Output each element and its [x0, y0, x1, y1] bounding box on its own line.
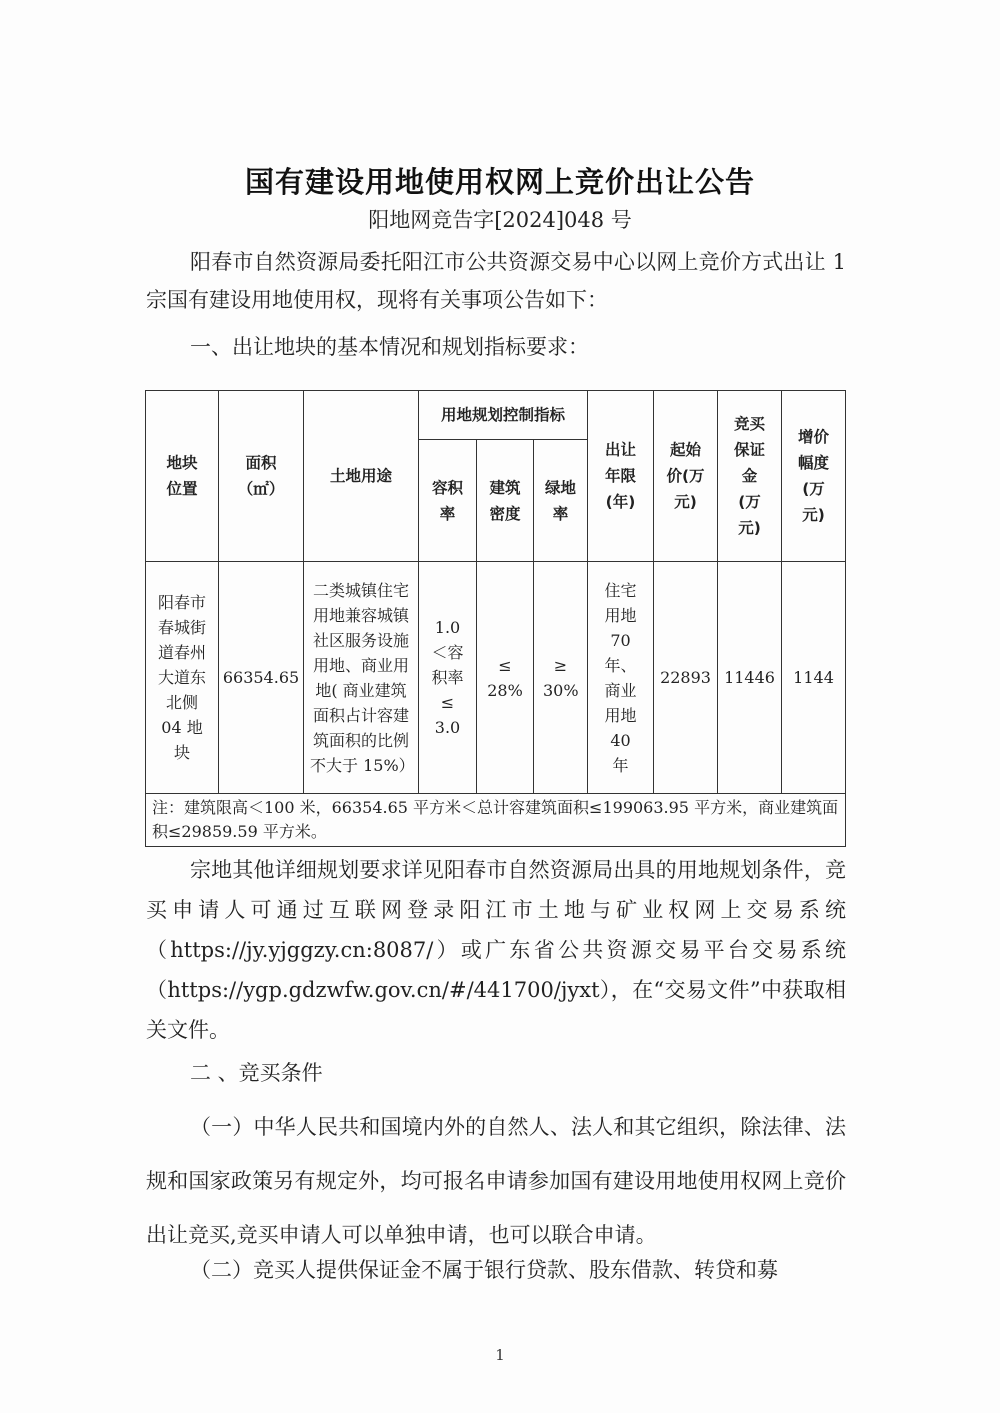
cell-increment: 1144 — [782, 562, 846, 794]
section-2-heading: 二 、竞买条件 — [190, 1061, 323, 1085]
section-1-heading: 一、出让地块的基本情况和规划指标要求： — [190, 335, 589, 359]
cell-deposit: 11446 — [718, 562, 782, 794]
document-number: 阳地网竞告字[2024]048 号 — [368, 208, 632, 232]
header-area: 面积（㎡） — [219, 391, 304, 562]
intro-paragraph: 阳春市自然资源局委托阳江市公共资源交易中心以网上竞价方式出让 1 宗国有建设用地使用权，现将有关事项公告如下： — [146, 250, 846, 312]
land-plot-table — [145, 390, 846, 847]
cell-location: 阳春市春城街道春州大道东北侧 04 地块 — [146, 562, 219, 794]
header-increment: 增价幅度(万元) — [782, 391, 846, 562]
cell-term: 住宅用地 70 年、商业用地 40 年 — [588, 562, 654, 794]
header-green-ratio: 绿地率 — [534, 440, 588, 562]
cell-green-ratio: ≥ 30% — [534, 562, 588, 794]
header-location: 地块位置 — [146, 391, 219, 562]
cell-area: 66354.65 — [219, 562, 304, 794]
cell-start-price: 22893 — [654, 562, 718, 794]
header-planning-indicators: 用地规划控制指标 — [419, 391, 588, 440]
bidding-condition-2: （二）竞买人提供保证金不属于银行贷款、股东借款、转贷和募 — [190, 1258, 778, 1282]
header-plot-ratio: 容积率 — [419, 440, 477, 562]
header-land-use: 土地用途 — [304, 391, 419, 562]
cell-plot-ratio: 1.0＜容积率≤ 3.0 — [419, 562, 477, 794]
header-building-density: 建筑密度 — [477, 440, 534, 562]
header-start-price: 起始价(万元) — [654, 391, 718, 562]
page-number: 1 — [495, 1346, 505, 1364]
bidding-condition-1: （一）中华人民共和国境内外的自然人、法人和其它组织，除法律、法规和国家政策另有规定外，均可报名申请参加国有建设用地使用权网上竞价出让竞买,竞买申请人可以单独申请，也可以联合申请。 — [146, 1115, 846, 1247]
table-note-row — [146, 794, 846, 847]
document-title: 国有建设用地使用权网上竞价出让公告 — [244, 165, 755, 199]
table-row — [146, 562, 846, 794]
planning-details-paragraph: 宗地其他详细规划要求详见阳春市自然资源局出具的用地规划条件，竞买申请人可通过互联网登录阳江市土地与矿业权网上交易系统（https://jy.yjggzy.cn:8087/）或广东省公共资源交易平台交易系统（https://ygp.gdzwfw.gov.cn/#/441700/jyxt），在“交易文件”中获取相关文件。 — [146, 858, 846, 1042]
cell-building-density: ≤ 28% — [477, 562, 534, 794]
table-note: 注：建筑限高＜100 米，66354.65 平方米＜总计容建筑面积≤199063.95 平方米，商业建筑面积≤29859.59 平方米。 — [146, 794, 846, 847]
table-header-row-1 — [146, 391, 846, 440]
cell-land-use: 二类城镇住宅用地兼容城镇社区服务设施用地、商业用地( 商业建筑面积占计容建筑面积的比例不大于 15%） — [304, 562, 419, 794]
header-term: 出让年限(年) — [588, 391, 654, 562]
header-deposit: 竞买保证金(万元) — [718, 391, 782, 562]
